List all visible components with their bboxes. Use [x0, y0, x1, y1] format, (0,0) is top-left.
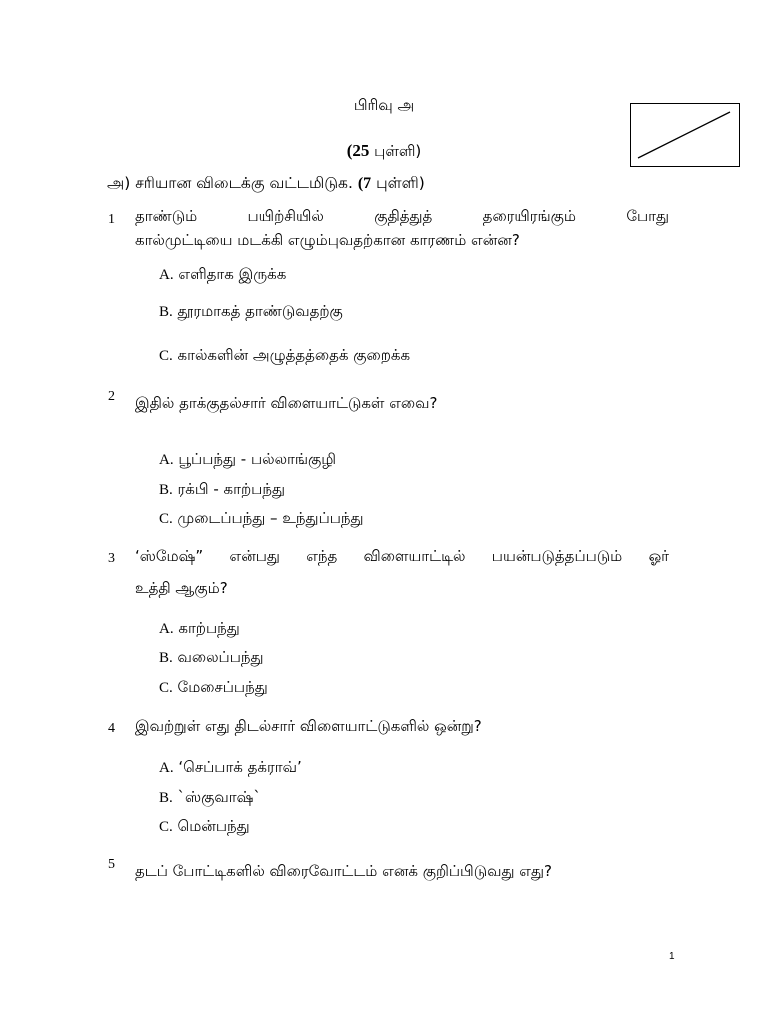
option-item	[159, 302, 343, 322]
option-letter: B.	[159, 790, 173, 806]
score-box-diagonal	[631, 104, 738, 165]
question-number: 4	[108, 721, 115, 736]
question-text: ‘ஸ்மேஷ்” என்பது எந்த விளையாட்டில் பயன்படுத்தப்படும் ஓர்	[135, 547, 669, 565]
option-item	[159, 648, 264, 668]
option-item	[159, 619, 240, 639]
option-item	[159, 678, 268, 698]
option-letter: B.	[159, 304, 173, 320]
question-number: 5	[108, 857, 115, 872]
option-text: `ஸ்குவாஷ்`	[177, 788, 261, 806]
option-letter: C.	[159, 511, 173, 527]
option-letter: A.	[159, 267, 174, 283]
option-text: காற்பந்து	[178, 619, 240, 637]
option-letter: A.	[159, 760, 174, 776]
option-text: தூரமாகத் தாண்டுவதற்கு	[177, 302, 343, 320]
option-text: முடைப்பந்து – உந்துப்பந்து	[177, 509, 364, 527]
question-text: கால்முட்டியை மடக்கி எழும்புவதற்கான காரணம் என்ன?	[135, 231, 520, 249]
option-item	[159, 265, 286, 285]
score-box	[630, 103, 740, 167]
option-text: வலைப்பந்து	[177, 648, 264, 666]
question-number: 3	[108, 551, 115, 566]
instruction-points: (7	[357, 175, 372, 192]
option-letter: B.	[159, 482, 173, 498]
total-points-unit: புள்ளி)	[374, 142, 422, 160]
option-item	[159, 758, 302, 778]
question-number: 2	[108, 389, 115, 404]
option-text: கால்களின் அழுத்தத்தைக் குறைக்க	[177, 346, 411, 364]
option-letter: C.	[159, 680, 173, 696]
option-item	[159, 509, 364, 529]
option-letter: C.	[159, 348, 173, 364]
question-text: இதில் தாக்குதல்சார் விளையாட்டுகள் எவை?	[135, 394, 438, 412]
question-text: இவற்றுள் எது திடல்சார் விளையாட்டுகளில் ஒன்று?	[135, 717, 482, 735]
option-text: ரக்பி - காற்பந்து	[177, 480, 285, 498]
section-title: பிரிவு அ	[353, 96, 415, 114]
option-item	[159, 788, 261, 808]
option-letter: C.	[159, 819, 173, 835]
question-text: தடப் போட்டிகளில் விரைவோட்டம் எனக் குறிப்பிடுவது எது?	[135, 862, 552, 880]
option-item	[159, 480, 285, 500]
option-text: மேசைப்பந்து	[177, 678, 268, 696]
option-text: எளிதாக இருக்க	[178, 265, 287, 283]
option-letter: A.	[159, 452, 174, 468]
option-text: மென்பந்து	[177, 817, 250, 835]
instruction-label: அ) சரியான விடைக்கு வட்டமிடுக.	[107, 174, 353, 192]
option-letter: A.	[159, 621, 174, 637]
option-item	[159, 450, 336, 470]
question-number: 1	[108, 212, 115, 227]
option-text: பூப்பந்து - பல்லாங்குழி	[178, 450, 337, 468]
page-number: 1	[669, 951, 675, 962]
option-item	[159, 817, 250, 837]
question-text: தாண்டும் பயிற்சியில் குதித்துத் தரையிரங்கும் போது	[135, 207, 669, 225]
option-text: ‘செப்பாக் தக்ராவ்’	[178, 758, 302, 776]
option-letter: B.	[159, 650, 173, 666]
instruction	[107, 174, 425, 194]
option-item	[159, 346, 410, 366]
question-text: உத்தி ஆகும்?	[135, 579, 228, 597]
instruction-points-unit: புள்ளி)	[376, 174, 425, 192]
total-points-value: (25	[346, 141, 370, 160]
